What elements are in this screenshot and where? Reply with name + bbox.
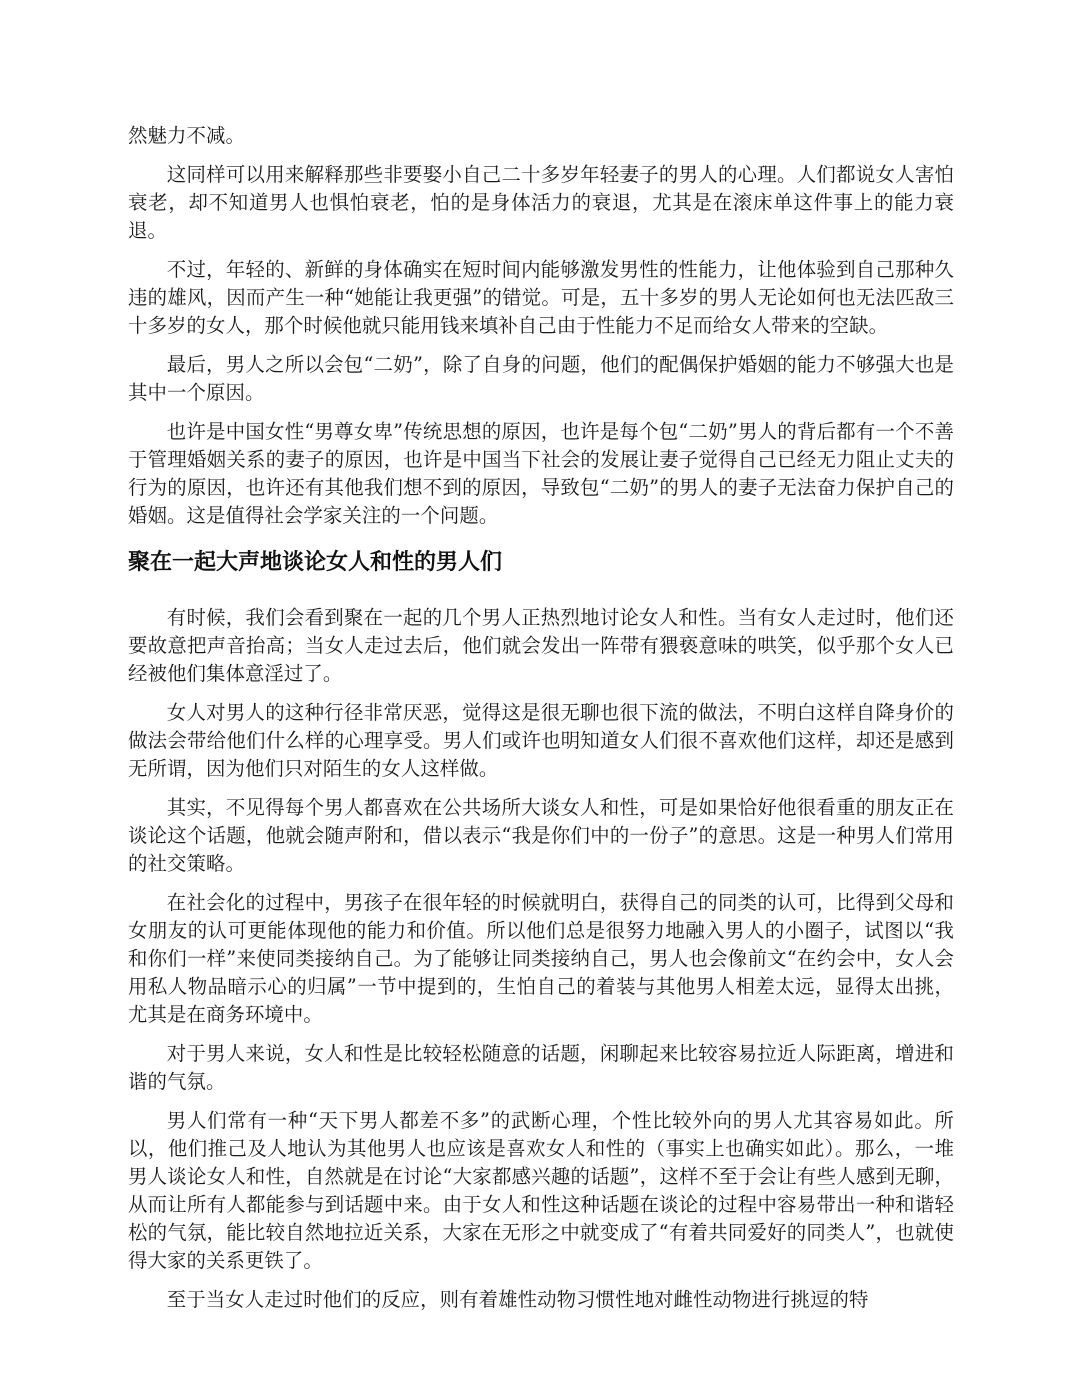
paragraph-truncated: 至于当女人走过时他们的反应，则有着雄性动物习惯性地对雌性动物进行挑逗的特	[166, 1288, 869, 1311]
paragraph: 女人对男人的这种行径非常厌恶，觉得这是很无聊也很下流的做法，不明白这样自降身价的做法会带给他们什么样的心理享受。男人们或许也明知道女人们很不喜欢他们这样，却还是感到无所谓，因为他们只对陌生的女人这样做。	[128, 701, 954, 780]
document-page	[128, 122, 954, 1325]
paragraph-continuation: 然魅力不减。	[128, 124, 245, 147]
paragraph: 也许是中国女性“男尊女卑”传统思想的原因，也许是每个包“二奶”男人的背后都有一个不善于管理婚姻关系的妻子的原因，也许是中国当下社会的发展让妻子觉得自己已经无力阻止丈夫的行为的原因，也许还有其他我们想不到的原因，导致包“二奶”的男人的妻子无法奋力保护自己的婚姻。这是值得社会学家关注的一个问题。	[128, 420, 954, 527]
paragraph: 不过，年轻的、新鲜的身体确实在短时间内能够激发男性的性能力，让他体验到自己那种久违的雄风，因而产生一种“她能让我更强”的错觉。可是，五十多岁的男人无论如何也无法匹敌三十多岁的女人，那个时候他就只能用钱来填补自己由于性能力不足而给女人带来的空缺。	[128, 258, 954, 337]
paragraph: 对于男人来说，女人和性是比较轻松随意的话题，闲聊起来比较容易拉近人际距离，增进和谐的气氛。	[128, 1042, 954, 1093]
paragraph: 其实，不见得每个男人都喜欢在公共场所大谈女人和性，可是如果恰好他很看重的朋友正在谈论这个话题，他就会随声附和，借以表示“我是你们中的一份子”的意思。这是一种男人们常用的社交策略。	[128, 796, 954, 875]
section-heading: 聚在一起大声地谈论女人和性的男人们	[128, 550, 503, 575]
paragraph: 有时候，我们会看到聚在一起的几个男人正热烈地讨论女人和性。当有女人走过时，他们还要故意把声音抬高；当女人走过去后，他们就会发出一阵带有猥亵意味的哄笑，似乎那个女人已经被他们集体意淫过了。	[128, 606, 954, 685]
paragraph: 最后，男人之所以会包“二奶”，除了自身的问题，他们的配偶保护婚姻的能力不够强大也是其中一个原因。	[128, 353, 954, 404]
paragraph: 男人们常有一种“天下男人都差不多”的武断心理，个性比较外向的男人尤其容易如此。所以，他们推己及人地认为其他男人也应该是喜欢女人和性的（事实上也确实如此）。那么，一堆男人谈论女人和性，自然就是在讨论“大家都感兴趣的话题”，这样不至于会让有些人感到无聊，从而让所有人都能参与到话题中来。由于女人和性这种话题在谈论的过程中容易带出一种和谐轻松的气氛，能比较自然地拉近关系，大家在无形之中就变成了“有着共同爱好的同类人”，也就使得大家的关系更铁了。	[128, 1109, 954, 1272]
paragraph: 这同样可以用来解释那些非要娶小自己二十多岁年轻妻子的男人的心理。人们都说女人害怕衰老，却不知道男人也惧怕衰老，怕的是身体活力的衰退，尤其是在滚床单这件事上的能力衰退。	[128, 163, 954, 242]
paragraph: 在社会化的过程中，男孩子在很年轻的时候就明白，获得自己的同类的认可，比得到父母和女朋友的认可更能体现他的能力和价值。所以他们总是很努力地融入男人的小圈子，试图以“我和你们一样”来使同类接纳自己。为了能够让同类接纳自己，男人也会像前文“在约会中，女人会用私人物品暗示心的归属”一节中提到的，生怕自己的着装与其他男人相差太远，显得太出挑，尤其是在商务环境中。	[128, 891, 954, 1026]
